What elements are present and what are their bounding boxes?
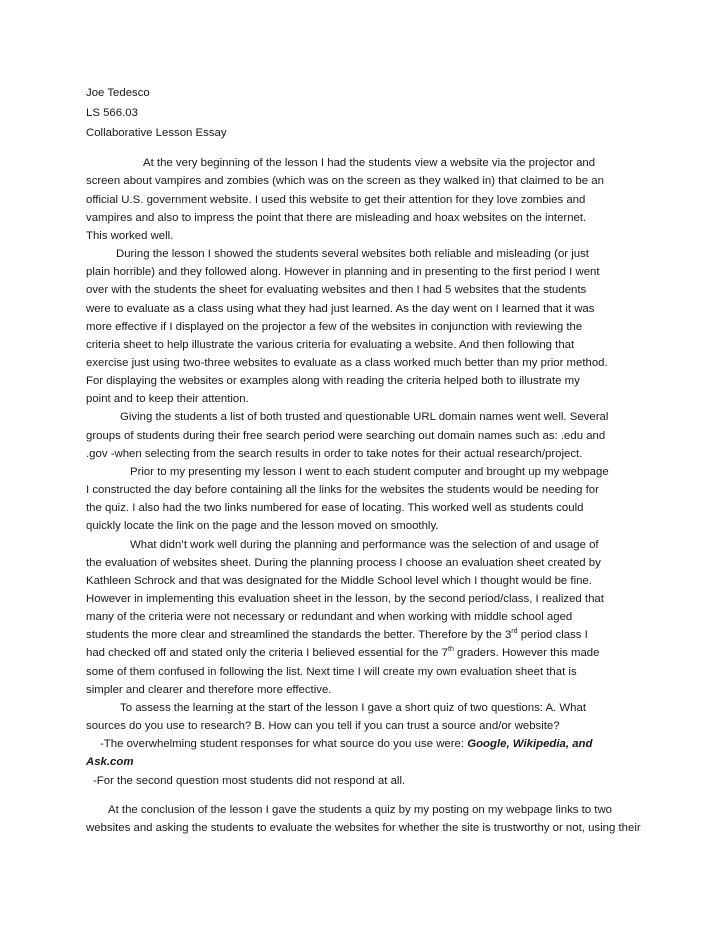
body-line [86, 628, 588, 642]
body-line: However in implementing this evaluation sheet in the lesson, by the second period/class, I realized that [86, 593, 604, 605]
essay-title: Collaborative Lesson Essay [86, 127, 227, 139]
body-line: some of them confused in following the list. Next time I will create my own evaluation sheet that is [86, 666, 577, 678]
body-line: the quiz. I also had the two links numbered for ease of locating. This worked well as students could [86, 502, 584, 514]
body-line: vampires and also to impress the point that there are misleading and hoax websites on the internet. [86, 212, 587, 224]
body-line: point and to keep their attention. [86, 393, 249, 405]
body-line: websites and asking the students to evaluate the websites for whether the site is trustworthy or not, using their [86, 822, 641, 834]
body-line: This worked well. [86, 230, 174, 242]
body-line: official U.S. government website. I used this website to get their attention for they love zombies and [86, 194, 586, 206]
body-line [86, 646, 599, 660]
body-text: graders. However this made [453, 647, 600, 659]
body-line: What didn’t work well during the planning and performance was the selection of and usage of [130, 539, 599, 551]
body-line: criteria sheet to help illustrate the various criteria for evaluating a website. And then following that [86, 339, 575, 351]
emphasized-answer: Google, Wikipedia, and [467, 738, 593, 750]
body-line: quickly locate the link on the page and the lesson moved on smoothly. [86, 520, 439, 532]
body-text: -The overwhelming student responses for what source do you use were: [100, 738, 468, 750]
body-line: For displaying the websites or examples along with reading the criteria helped both to illustrate my [86, 375, 580, 387]
body-line [100, 737, 592, 751]
body-line: Giving the students a list of both trusted and questionable URL domain names went well. Several [120, 411, 609, 423]
body-line: sources do you use to research? B. How can you tell if you can trust a source and/or website? [86, 720, 560, 732]
body-line [86, 755, 133, 769]
body-line: During the lesson I showed the students several websites both reliable and misleading (or just [116, 248, 589, 260]
body-line: many of the criteria were not necessary or redundant and when working with middle school aged [86, 611, 573, 623]
body-line: exercise just using two-three websites to evaluate as a class worked much better than my prior method. [86, 357, 608, 369]
author-name: Joe Tedesco [86, 87, 150, 99]
body-text: period class I [517, 629, 588, 641]
body-line: At the very beginning of the lesson I had the students view a website via the projector and [143, 157, 596, 169]
body-text: students the more clear and streamlined the standards the better. Therefore by the 3 [86, 629, 512, 641]
body-line: more effective if I displayed on the projector a few of the websites in conjunction with reviewing the [86, 321, 583, 333]
body-line: screen about vampires and zombies (which was on the screen as they walked in) that claimed to be an [86, 175, 604, 187]
ordinal-suffix: th [448, 646, 454, 654]
body-line: groups of students during their free search period were searching out domain names such as: .edu and [86, 430, 606, 442]
body-line: simpler and clearer and therefore more effective. [86, 684, 332, 696]
body-line: over with the students the sheet for evaluating websites and then I had 5 websites that the students [86, 284, 587, 296]
body-text: had checked off and stated only the criteria I believed essential for the 7 [86, 647, 448, 659]
body-line: Prior to my presenting my lesson I went to each student computer and brought up my webpage [130, 466, 609, 478]
emphasized-answer: Ask.com [86, 756, 134, 768]
body-line: Kathleen Schrock and that was designated for the Middle School level which I thought would be fine. [86, 575, 592, 587]
body-line: I constructed the day before containing all the links for the websites the students would be needing for [86, 484, 599, 496]
body-line: At the conclusion of the lesson I gave the students a quiz by my posting on my webpage links to two [108, 804, 613, 816]
body-line: -For the second question most students did not respond at all. [93, 775, 406, 787]
body-line: the evaluation of websites sheet. During the planning process I choose an evaluation sheet created by [86, 557, 601, 569]
body-line: were to evaluate as a class using what they had just learned. As the day went on I learned that it was [86, 303, 595, 315]
body-line: .gov -when selecting from the search results in order to take notes for their actual research/project. [86, 448, 583, 460]
body-line: plain horrible) and they followed along. However in planning and in presenting to the first period I went [86, 266, 600, 278]
course-number: LS 566.03 [86, 107, 138, 119]
body-line: To assess the learning at the start of the lesson I gave a short quiz of two questions: A. What [120, 702, 587, 714]
ordinal-suffix: rd [511, 628, 518, 636]
